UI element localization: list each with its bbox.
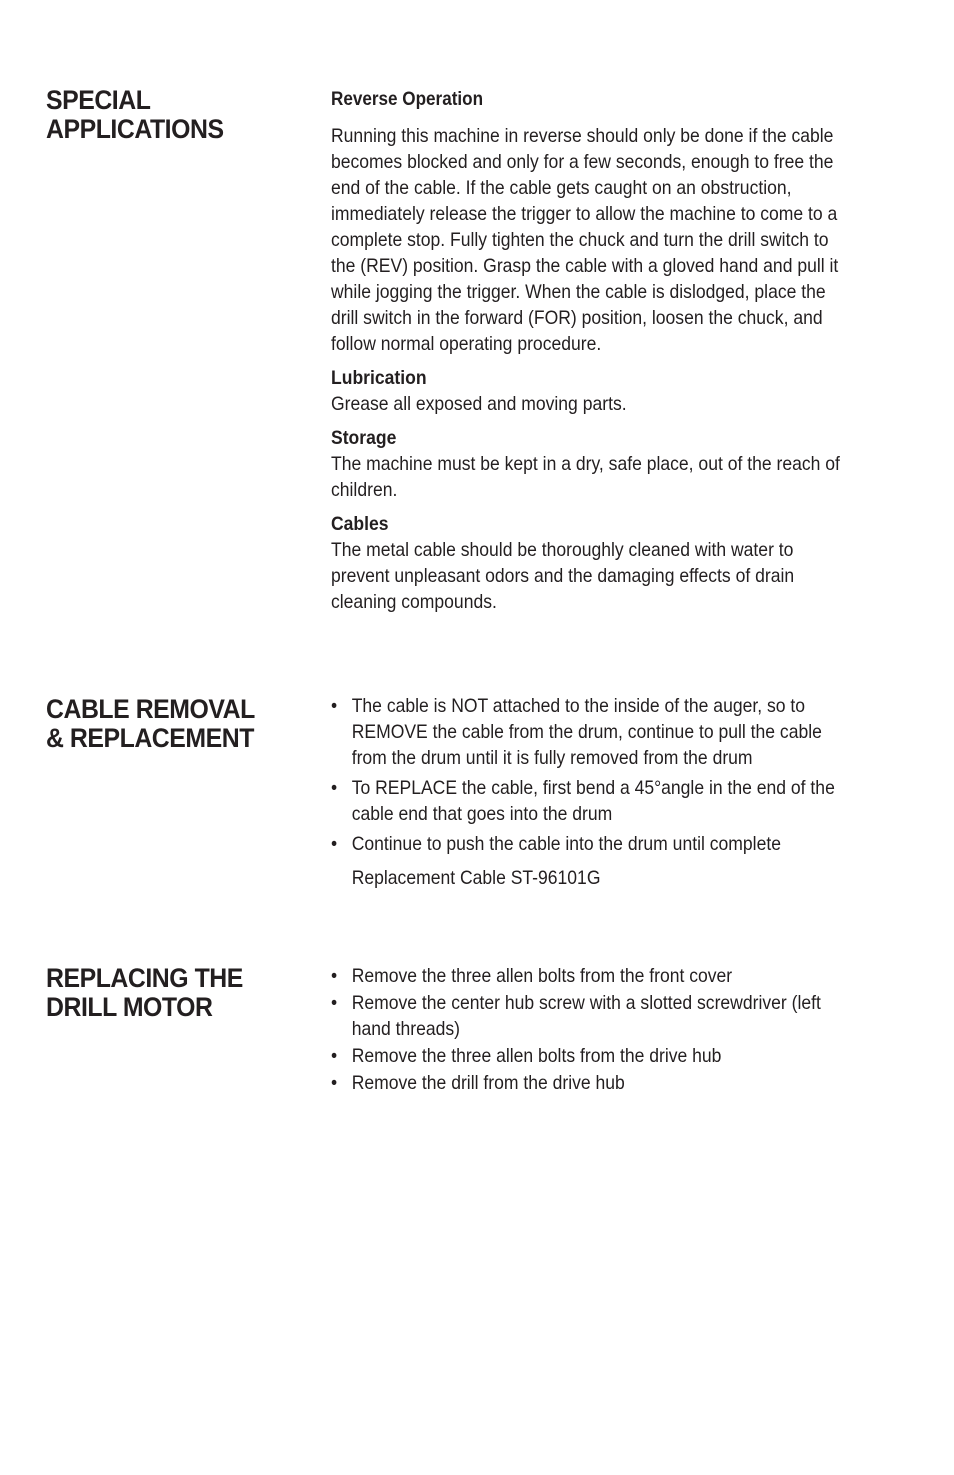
replacement-cable-note: Replacement Cable ST-96101G [351,867,601,889]
list-item-text: Continue to push the cable into the drum until complete [351,833,781,855]
cable-removal-title [46,695,276,753]
cables-heading: Cables [331,513,389,535]
storage-text: The machine must be kept in a dry, safe place, out of the reach of children. [331,453,840,501]
drill-motor-list [331,963,853,1096]
lubrication-text: Grease all exposed and moving parts. [331,393,627,415]
bullet-icon: • [331,965,338,987]
cables-text: The metal cable should be thoroughly cleaned with water to prevent unpleasant odors and the damaging effects of drain cleaning compounds. [331,539,795,613]
list-item [331,831,853,857]
title-line: CABLE REMOVAL [46,694,255,724]
bullet-icon: • [331,777,338,799]
special-applications-body [331,87,853,615]
bullet-icon: • [331,1045,338,1067]
reverse-operation-heading: Reverse Operation [331,89,484,110]
replacing-drill-motor-body [331,963,853,1097]
bullet-icon: • [331,695,338,717]
list-item-text: The cable is NOT attached to the inside of the auger, so to REMOVE the cable from the drum, continue to pull the cable from the drum until it is fully removed from the drum [351,695,822,769]
list-item-text: Remove the drill from the drive hub [351,1072,625,1094]
list-item [331,963,853,989]
bullet-icon: • [331,833,338,855]
list-item [331,693,853,771]
title-line: REPLACING THE [46,963,243,993]
reverse-operation-text: Running this machine in reverse should only be done if the cable becomes blocked and only for a few seconds, enough to free the end of the cable. If the cable gets caught on an obstruction, immediately release the trigger to allow the machine to come to a complete stop. Fully tighten the chuck and turn the drill switch to the (REV) position. Grasp the cable with a gloved hand and pull it while jogging the trigger. When the cable is dislodged, place the drill switch in the forward (FOR) position, loosen the chuck, and follow normal operating procedure. [331,125,839,355]
bullet-icon: • [331,992,338,1014]
storage-heading: Storage [331,427,397,449]
list-item [331,1070,853,1096]
list-item [331,990,853,1042]
cable-removal-list [331,693,853,857]
list-item [331,775,853,827]
title-line: SPECIAL [46,85,151,115]
list-item [331,1043,853,1069]
list-item-text: Remove the center hub screw with a slotted screwdriver (left hand threads) [351,992,821,1040]
bullet-icon: • [331,1072,338,1094]
title-line: DRILL MOTOR [46,992,213,1022]
title-line: APPLICATIONS [46,114,224,144]
list-item-text: Remove the three allen bolts from the drive hub [351,1045,722,1067]
list-item-text: Remove the three allen bolts from the front cover [351,965,733,987]
replacing-drill-motor-title [46,964,276,1022]
list-item-text: To REPLACE the cable, first bend a 45°angle in the end of the cable end that goes into the drum [351,777,835,825]
lubrication-heading: Lubrication [331,367,427,389]
cable-removal-body [331,693,853,891]
special-applications-title [46,86,276,144]
title-line: & REPLACEMENT [46,723,254,753]
